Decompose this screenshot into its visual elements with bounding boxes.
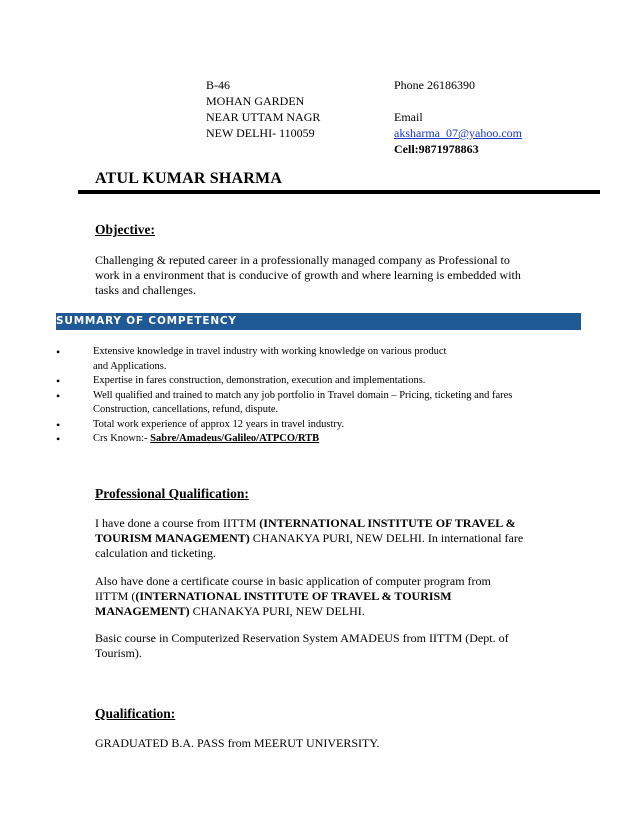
item-line: Extensive knowledge in travel industry with working knowledge on various product [93,346,447,357]
address-line: B-46 [206,78,230,92]
objective-line: work in a environment that is conducive of growth and where learning is embedded with [95,268,521,282]
crs-value: Sabre/Amadeus/Galileo/ATPCO/RTB [150,433,320,444]
para-text: Also have done a certificate course in basic application of computer program from IITTM ( [95,574,491,603]
address-line: MOHAN GARDEN [206,94,305,108]
para-text: CHANAKYA PURI, NEW DELHI. [189,604,365,618]
name-divider [78,190,600,194]
email-label: Email [394,110,423,124]
email-link[interactable]: aksharma_07@yahoo.com [394,126,523,140]
institute-name: (INTERNATIONAL INSTITUTE OF TRAVEL & TOURISM MANAGEMENT) [95,589,452,618]
item-line: Total work experience of approx 12 years in travel industry. [93,418,345,430]
spacer [394,93,522,109]
list-item [56,389,596,418]
crs-label: Crs Known:- [93,433,151,444]
candidate-name: ATUL KUMAR SHARMA [95,170,283,187]
item-line: Well qualified and trained to match any job portfolio in Travel domain – Pricing, ticketing and fares [93,389,513,401]
bullet-icon: • [56,417,61,432]
objective-line: Challenging & reputed career in a professionally managed company as Professional to [95,253,510,267]
objective-heading: Objective: [95,222,155,237]
professional-para-1 [95,516,555,561]
item-line: Construction, cancellations, refund, dispute. [93,404,279,415]
bullet-icon: • [56,432,61,446]
list-item [56,374,596,389]
professional-heading: Professional Qualification: [95,486,249,501]
cell-number: Cell:9871978863 [394,142,479,156]
competency-list [56,345,596,447]
list-item [56,418,596,433]
address-block [206,77,320,141]
item-line: and Applications. [93,360,167,372]
summary-heading: SUMMARY OF COMPETENCY [56,315,237,327]
para-text: CHANAKYA PURI, NEW DELHI. In international fare calculation and ticketing. [95,531,524,560]
list-item [56,432,596,447]
address-line: NEW DELHI- 110059 [206,126,315,140]
item-line: Expertise in fares construction, demonstration, execution and implementations. [93,375,426,386]
para-text: I have done a course from IITTM [95,516,260,530]
summary-heading-band [56,313,581,330]
qualification-text: GRADUATED B.A. PASS from MEERUT UNIVERSITY. [95,736,380,750]
objective-line: tasks and challenges. [95,283,196,297]
bullet-icon: • [56,388,61,403]
phone-number: Phone 26186390 [394,78,475,92]
institute-name: (INTERNATIONAL INSTITUTE OF TRAVEL & TOURISM MANAGEMENT) [95,516,516,545]
address-line: NEAR UTTAM NAGR [206,110,321,124]
list-item [56,345,596,374]
objective-text [95,253,575,298]
professional-para-2 [95,574,525,619]
qualification-heading: Qualification: [95,706,176,721]
bullet-icon: • [56,345,61,359]
contact-info [394,77,522,157]
bullet-icon: • [56,374,61,388]
professional-para-3: Basic course in Computerized Reservation System AMADEUS from IITTM (Dept. of Tourism). [95,631,509,660]
